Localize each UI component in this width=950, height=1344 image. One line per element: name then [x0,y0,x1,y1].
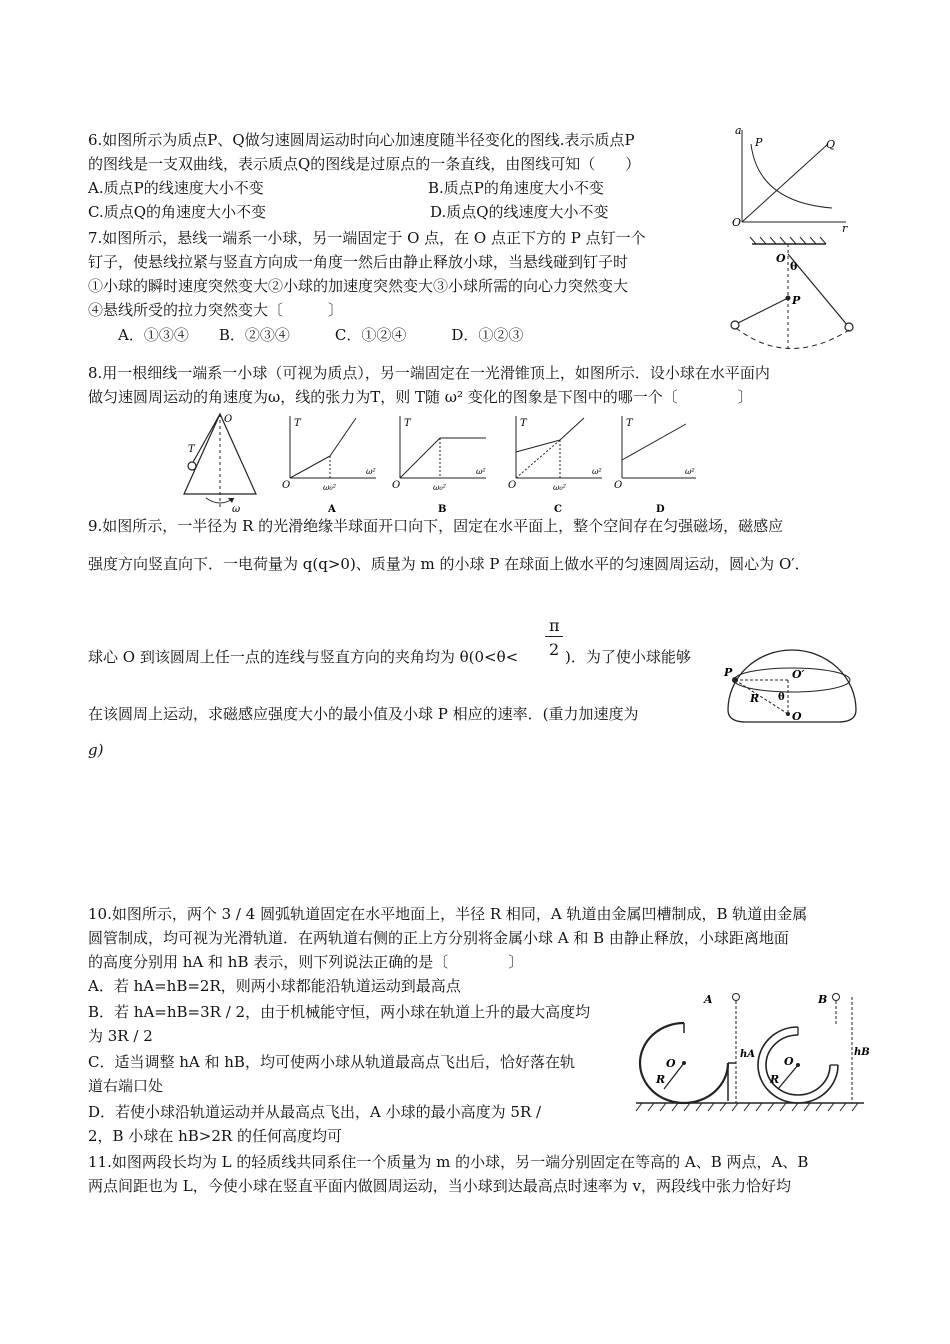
q8-b-label-t: T [404,418,411,429]
q9-line-5: g) [88,741,104,759]
q8-a-label-omega02: ω₀² [323,483,336,492]
q10-fig-label-o-a: O [666,1057,676,1070]
q8-d-label-omega2: ω² [685,467,695,476]
q6-option-d: D.质点Q的线速度大小不变 [430,203,609,221]
q10-option-b-2: 为 3R / 2 [88,1027,153,1045]
q8-graph-b [392,416,486,515]
q7-ball-left [731,321,739,329]
q10-fig-label-hb: hB [854,1047,870,1058]
q8-graph-c [508,416,602,515]
q10-option-c-2: 道右端口处 [88,1077,164,1095]
q10-option-c-1: C．适当调整 hA 和 hB，均可使两小球从轨道最高点飞出后，恰好落在轨 [88,1053,575,1071]
q8-a-caption: A [328,504,336,515]
q6-line-1: 6.如图所示为质点P、Q做匀速圆周运动时向心加速度随半径变化的图线.表示质点P [88,131,635,149]
q9-line-2: 强度方向竖直向下．一电荷量为 q(q>0)、质量为 m 的小球 P 在球面上做水平的匀速圆周运动，圆心为 O′． [88,555,810,573]
q10-line-2: 圆管制成，均可视为光滑轨道．在两轨道右侧的正上方分别将金属小球 A 和 B 由静止释放，小球距离地面 [88,929,789,947]
q6-curve-p [751,144,832,208]
q8-b-label-omega2: ω² [476,467,486,476]
q6-option-c: C.质点Q的角速度大小不变 [88,203,267,221]
q6-fig-label-p: P [755,136,763,149]
q8-c-label-omega02: ω₀² [553,483,566,492]
q6-fig-label-o: O [732,216,742,229]
q8-graph-d [614,416,696,515]
q6-line-q [742,144,828,222]
q9-fig-label-theta: θ [778,692,785,703]
q7-line-4: ④悬线所受的拉力突然变大〔 〕 [88,301,344,319]
q9-fig-label-p: P [724,666,733,679]
q8-a-label-o: O [282,480,291,491]
q9-fraction-bar [545,636,563,637]
q9-line-3-end: )．为了使小球能够 [565,648,691,666]
q10-track-a [640,993,755,1103]
q9-fig-label-r: R [750,692,760,705]
q8-b-label-omega02: ω₀² [433,483,446,492]
q9-fig-label-o: O [792,710,802,723]
q11-line-1: 11.如图两段长均为 L 的轻质线共同系住一个质量为 m 的小球，另一端分别固定在等高的 A、B 两点，A、B [88,1153,809,1171]
q6-fig-label-a: a [735,124,742,137]
q10-option-d-2: 2，B 小球在 hB>2R 的任何高度均可 [88,1127,342,1145]
q7-pendulum-figure [726,232,862,356]
q7-line-2: 钉子，使悬线拉紧与竖直方向成一角度一然后由静止释放小球，当悬线碰到钉子时 [88,253,629,271]
q7-options: A．①③④ B．②③④ C．①②④ D．①②③ [118,326,524,344]
q8-graph-a [282,416,376,515]
q8-d-label-t: T [626,418,633,429]
q10-fig-label-ha: hA [740,1049,756,1060]
q8-a-label-omega2: ω² [366,467,376,476]
q7-ball-right [845,323,853,331]
q10-option-a: A．若 hA=hB=2R，则两小球都能沿轨道运动到最高点 [88,977,461,995]
q9-fraction-numerator: π [549,616,560,635]
q8-b-label-o: O [392,480,401,491]
q10-fig-label-o-b: O [784,1055,794,1068]
q11-line-2: 两点间距也为 L，今使小球在竖直平面内做圆周运动，当小球到达最高点时速率为 v，两段线中张力恰好均 [88,1177,791,1195]
q8-fig-label-o: O [224,414,233,425]
q9-line-3: 球心 O 到该圆周上任一点的连线与竖直方向的夹角均为 θ(0<θ< [88,648,519,666]
q8-line-2: 做匀速圆周运动的角速度为ω，线的张力为T，则 T随 ω² 变化的图象是下图中的哪一个〔 〕 [88,388,753,406]
q6-line-2: 的图线是一支双曲线，表示质点Q的图线是过原点的一条直线，由图线可知（ ） [88,155,641,173]
q8-d-label-o: O [614,480,623,491]
q8-a-label-t: T [294,418,301,429]
q7-line-1: 7.如图所示，悬线一端系一小球，另一端固定于 O 点，在 O 点正下方的 P 点钉一个 [88,229,646,247]
q10-tracks-figure [632,985,868,1115]
q8-b-caption: B [438,504,447,515]
q8-d-caption: D [656,504,665,515]
q8-cone-figure [184,414,256,515]
q6-graph-figure [728,124,858,234]
q8-c-label-o: O [508,480,517,491]
q9-fig-label-oprime: O′ [792,668,805,681]
q8-c-label-t: T [520,418,527,429]
q10-track-b [758,993,870,1103]
q10-fig-label-r-b: R [770,1073,780,1086]
q8-c-label-omega2: ω² [592,467,602,476]
q6-fig-label-r: r [842,222,848,235]
q6-option-a: A.质点P的线速度大小不变 [88,179,264,197]
q9-hemisphere-figure [722,640,862,734]
q10-option-d-1: D．若使小球沿轨道运动并从最高点飞出，A 小球的最小高度为 5R / [88,1103,542,1121]
q10-fig-label-r-a: R [656,1073,666,1086]
q10-option-b-1: B．若 hA=hB=3R / 2，由于机械能守恒，两小球在轨道上升的最大高度均 [88,1003,591,1021]
q10-line-1: 10.如图所示，两个 3 / 4 圆弧轨道固定在水平地面上，半径 R 相同，A 轨道由金属凹槽制成，B 轨道由金属 [88,905,808,923]
q6-fig-label-q: Q [826,138,836,151]
q8-fig-label-omega: ω [232,504,241,515]
q10-line-3: 的高度分别用 hA 和 hB 表示，则下列说法正确的是〔 〕 [88,953,524,971]
q10-fig-label-b: B [818,993,828,1006]
q9-line-1: 9.如图所示，一半径为 R 的光滑绝缘半球面开口向下，固定在水平面上，整个空间存在匀强磁场，磁感应 [88,517,784,535]
q8-line-1: 8.用一根细线一端系一小球（可视为质点），另一端固定在一光滑锥顶上，如图所示．设小球在水平面内 [88,364,770,382]
q9-line-4: 在该圆周上运动，求磁感应强度大小的最小值及小球 P 相应的速率．(重力加速度为 [88,705,639,723]
q8-figures [180,408,700,516]
q7-fig-label-o: O [776,252,786,265]
q7-fig-label-theta: θ [790,260,798,273]
q8-c-caption: C [554,504,562,515]
q10-fig-label-a: A [704,993,713,1006]
q6-option-b: B.质点P的角速度大小不变 [428,179,604,197]
q7-fig-label-p: P [792,294,801,307]
q7-line-3: ①小球的瞬时速度突然变大②小球的加速度突然变大③小球所需的向心力突然变大 [88,277,629,295]
q8-fig-label-t: T [188,444,195,455]
q9-fraction-denominator: 2 [549,640,560,659]
